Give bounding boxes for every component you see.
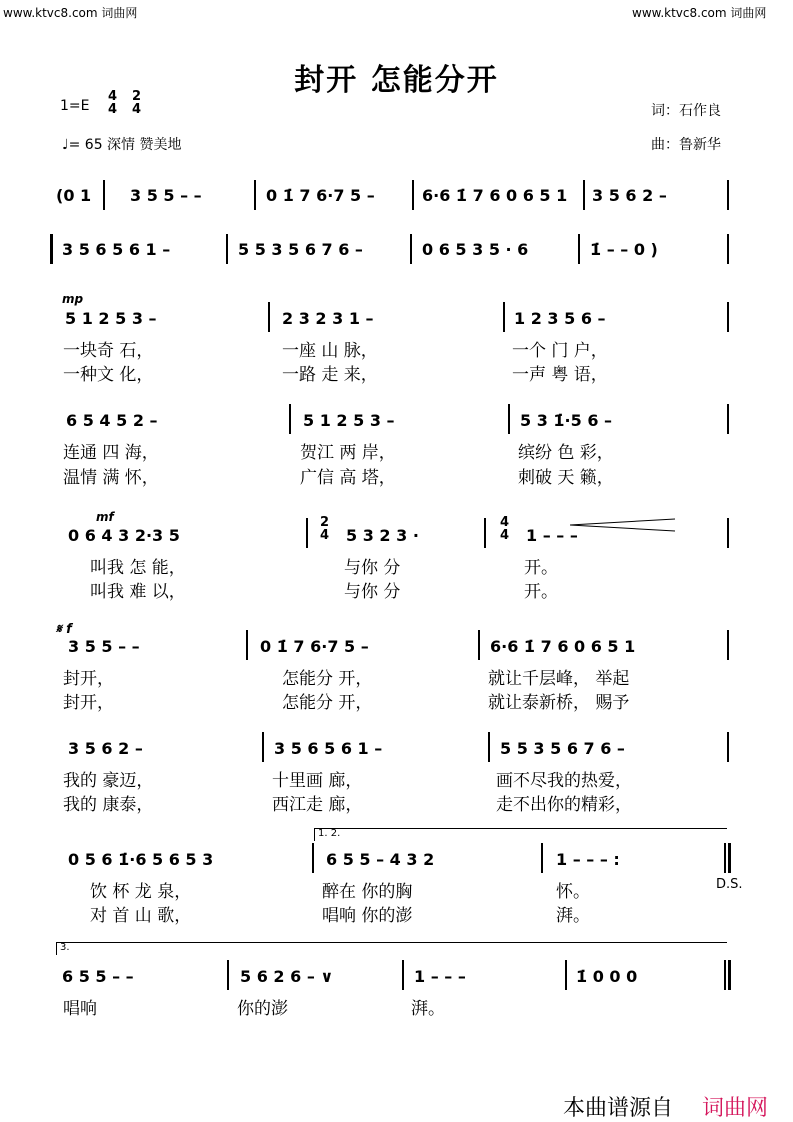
row6-lyrics2-1: 封开， <box>63 693 114 713</box>
row7-lyrics1-1: 我的 豪迈， <box>63 771 154 791</box>
row5-lyrics2-3: 开。 <box>524 582 558 602</box>
row3-lyrics1-3: 一个 门 户， <box>512 341 608 361</box>
row7-notes-2: 3 5 6 5 6 1 – <box>274 739 383 758</box>
row4-notes-3: 5 3 1̇·5 6 – <box>520 411 613 430</box>
row5-lyrics1-3: 开。 <box>524 558 558 578</box>
row6-notes-2: 0 1̇ 7 6·7 5 – <box>260 637 369 656</box>
row7-lyrics2-2: 西江走 廊， <box>272 795 363 815</box>
volta-bracket-1-2 <box>314 828 727 841</box>
row8-notes-1: 0 5 6 1̇·6 5 6 5 3 <box>68 850 214 869</box>
row8-lyrics1-2: 醉在 你的胸 <box>322 882 413 902</box>
row6-notes-1: 3 5 5 – – <box>68 637 140 656</box>
volta-label-1-2: 1. 2. <box>318 828 341 839</box>
volta-bracket-3 <box>56 942 727 955</box>
row5-notes-3: 1 – – – <box>526 526 578 545</box>
row7-lyrics1-2: 十里画 廊， <box>272 771 363 791</box>
row9-lyrics-3: 湃。 <box>411 999 445 1019</box>
row6-lyrics1-3: 就让千层峰， 举起 <box>488 669 630 689</box>
row2-measure1: 3 5 6 5 6 1 – <box>62 240 171 259</box>
row7-lyrics2-1: 我的 康泰， <box>63 795 154 815</box>
row8-notes-2: 6 5 5 – 4 3 2 <box>326 850 435 869</box>
lyricist: 词：石作良 <box>651 103 721 119</box>
row4-lyrics1-1: 连通 四 海， <box>63 443 159 463</box>
row5-lyrics2-2: 与你 分 <box>344 582 401 602</box>
row3-notes-3: 1 2 3 5 6 – <box>514 309 606 328</box>
row8-lyrics1-1: 饮 杯 龙 泉， <box>90 882 192 902</box>
row1-measure3: 0 1̇ 7 6·7 5 – <box>266 186 375 205</box>
row1-measure2: 3 5 5 – – <box>130 186 202 205</box>
footer-source-label: 本曲谱源自 <box>563 1096 674 1121</box>
watermark-right: www.ktvc8.com 词曲网 <box>632 6 767 20</box>
row3-lyrics2-1: 一种文 化， <box>63 365 154 385</box>
row4-lyrics1-2: 贺江 两 岸， <box>300 443 396 463</box>
row6-lyrics1-1: 封开， <box>63 669 114 689</box>
row1-measure5: 3 5 6 2 – <box>592 186 667 205</box>
row3-notes-2: 2 3 2 3 1 – <box>282 309 374 328</box>
row8-lyrics2-1: 对 首 山 歌， <box>90 906 192 926</box>
row9-notes-3: 1 – – – <box>414 967 466 986</box>
dynamic-mp: mp <box>62 292 84 306</box>
row5-lyrics2-1: 叫我 难 以， <box>90 582 186 602</box>
segno-forte-mark: 𝄋 f <box>56 622 72 637</box>
row4-lyrics2-2: 广信 高 塔， <box>300 468 396 488</box>
row5-lyrics1-1: 叫我 怎 能， <box>90 558 186 578</box>
row6-lyrics1-2: 怎能分 开， <box>282 669 373 689</box>
row8-lyrics2-3: 湃。 <box>556 906 590 926</box>
row1-measure1: (0 1 <box>56 186 92 205</box>
row4-lyrics2-3: 刺破 天 籁， <box>518 468 614 488</box>
row1-measure4: 6·6 1̇ 7 6 0 6 5 1 <box>422 186 568 205</box>
row6-notes-3: 6·6 1̇ 7 6 0 6 5 1 <box>490 637 636 656</box>
row9-lyrics-2: 你的澎 <box>237 999 288 1019</box>
row7-notes-1: 3 5 6 2 – <box>68 739 143 758</box>
row9-notes-4: 1̇ 0 0 0 <box>576 967 638 986</box>
crescendo-hairpin <box>570 518 680 532</box>
row3-lyrics2-3: 一声 粤 语， <box>512 365 608 385</box>
row6-lyrics2-3: 就让泰新桥， 赐予 <box>488 693 630 713</box>
row4-notes-2: 5 1 2 5 3 – <box>303 411 395 430</box>
composer: 曲：鲁新华 <box>651 137 721 153</box>
row5-lyrics1-2: 与你 分 <box>344 558 401 578</box>
row8-notes-3: 1 – – – : <box>556 850 620 869</box>
row9-notes-1: 6 5 5 – – <box>62 967 134 986</box>
row5-time-signature-4: 4 4 <box>500 515 510 543</box>
row3-notes-1: 5 1 2 5 3 – <box>65 309 157 328</box>
row3-lyrics2-2: 一路 走 来， <box>282 365 378 385</box>
row7-lyrics2-3: 走不出你的精彩， <box>496 795 632 815</box>
row4-lyrics1-3: 缤纷 色 彩， <box>518 443 614 463</box>
time-signature-2-4: 2 4 <box>132 89 142 117</box>
row5-notes-2: 5 3 2 3 · <box>346 526 419 545</box>
row2-measure3: 0 6 5 3 5 · 6 <box>422 240 529 259</box>
row9-notes-2: 5 6 2 6 – ∨ <box>240 967 334 986</box>
row4-notes-1: 6 5 4 5 2 – <box>66 411 158 430</box>
volta-label-3: 3. <box>60 942 70 953</box>
row3-lyrics1-2: 一座 山 脉， <box>282 341 378 361</box>
dynamic-mf: mf <box>96 510 114 524</box>
row9-lyrics-1: 唱响 <box>63 999 97 1019</box>
key-signature: 1=E <box>60 98 90 114</box>
row7-lyrics1-3: 画不尽我的热爱， <box>496 771 632 791</box>
row2-measure2: 5 5 3 5 6 7 6 – <box>238 240 363 259</box>
row5-notes-1: 0 6 4 3 2·3 5 <box>68 526 180 545</box>
tempo-marking: ♩= 65 深情 赞美地 <box>62 137 182 153</box>
watermark-left: www.ktvc8.com 词曲网 <box>3 6 138 20</box>
row3-lyrics1-1: 一块奇 石， <box>63 341 154 361</box>
row6-lyrics2-2: 怎能分 开， <box>282 693 373 713</box>
time-signature-4-4: 4 4 <box>108 89 118 117</box>
song-title: 封开 怎能分开 <box>294 63 499 98</box>
row2-measure4: 1̇ – – 0 ) <box>590 240 658 259</box>
row7-notes-3: 5 5 3 5 6 7 6 – <box>500 739 625 758</box>
ds-marking: D.S. <box>716 877 743 892</box>
row8-lyrics1-3: 怀。 <box>556 882 590 902</box>
row4-lyrics2-1: 温情 满 怀， <box>63 468 159 488</box>
row8-lyrics2-2: 唱响 你的澎 <box>322 906 413 926</box>
footer-site-name: 词曲网 <box>702 1096 769 1121</box>
row5-time-signature: 2 4 <box>320 515 330 543</box>
